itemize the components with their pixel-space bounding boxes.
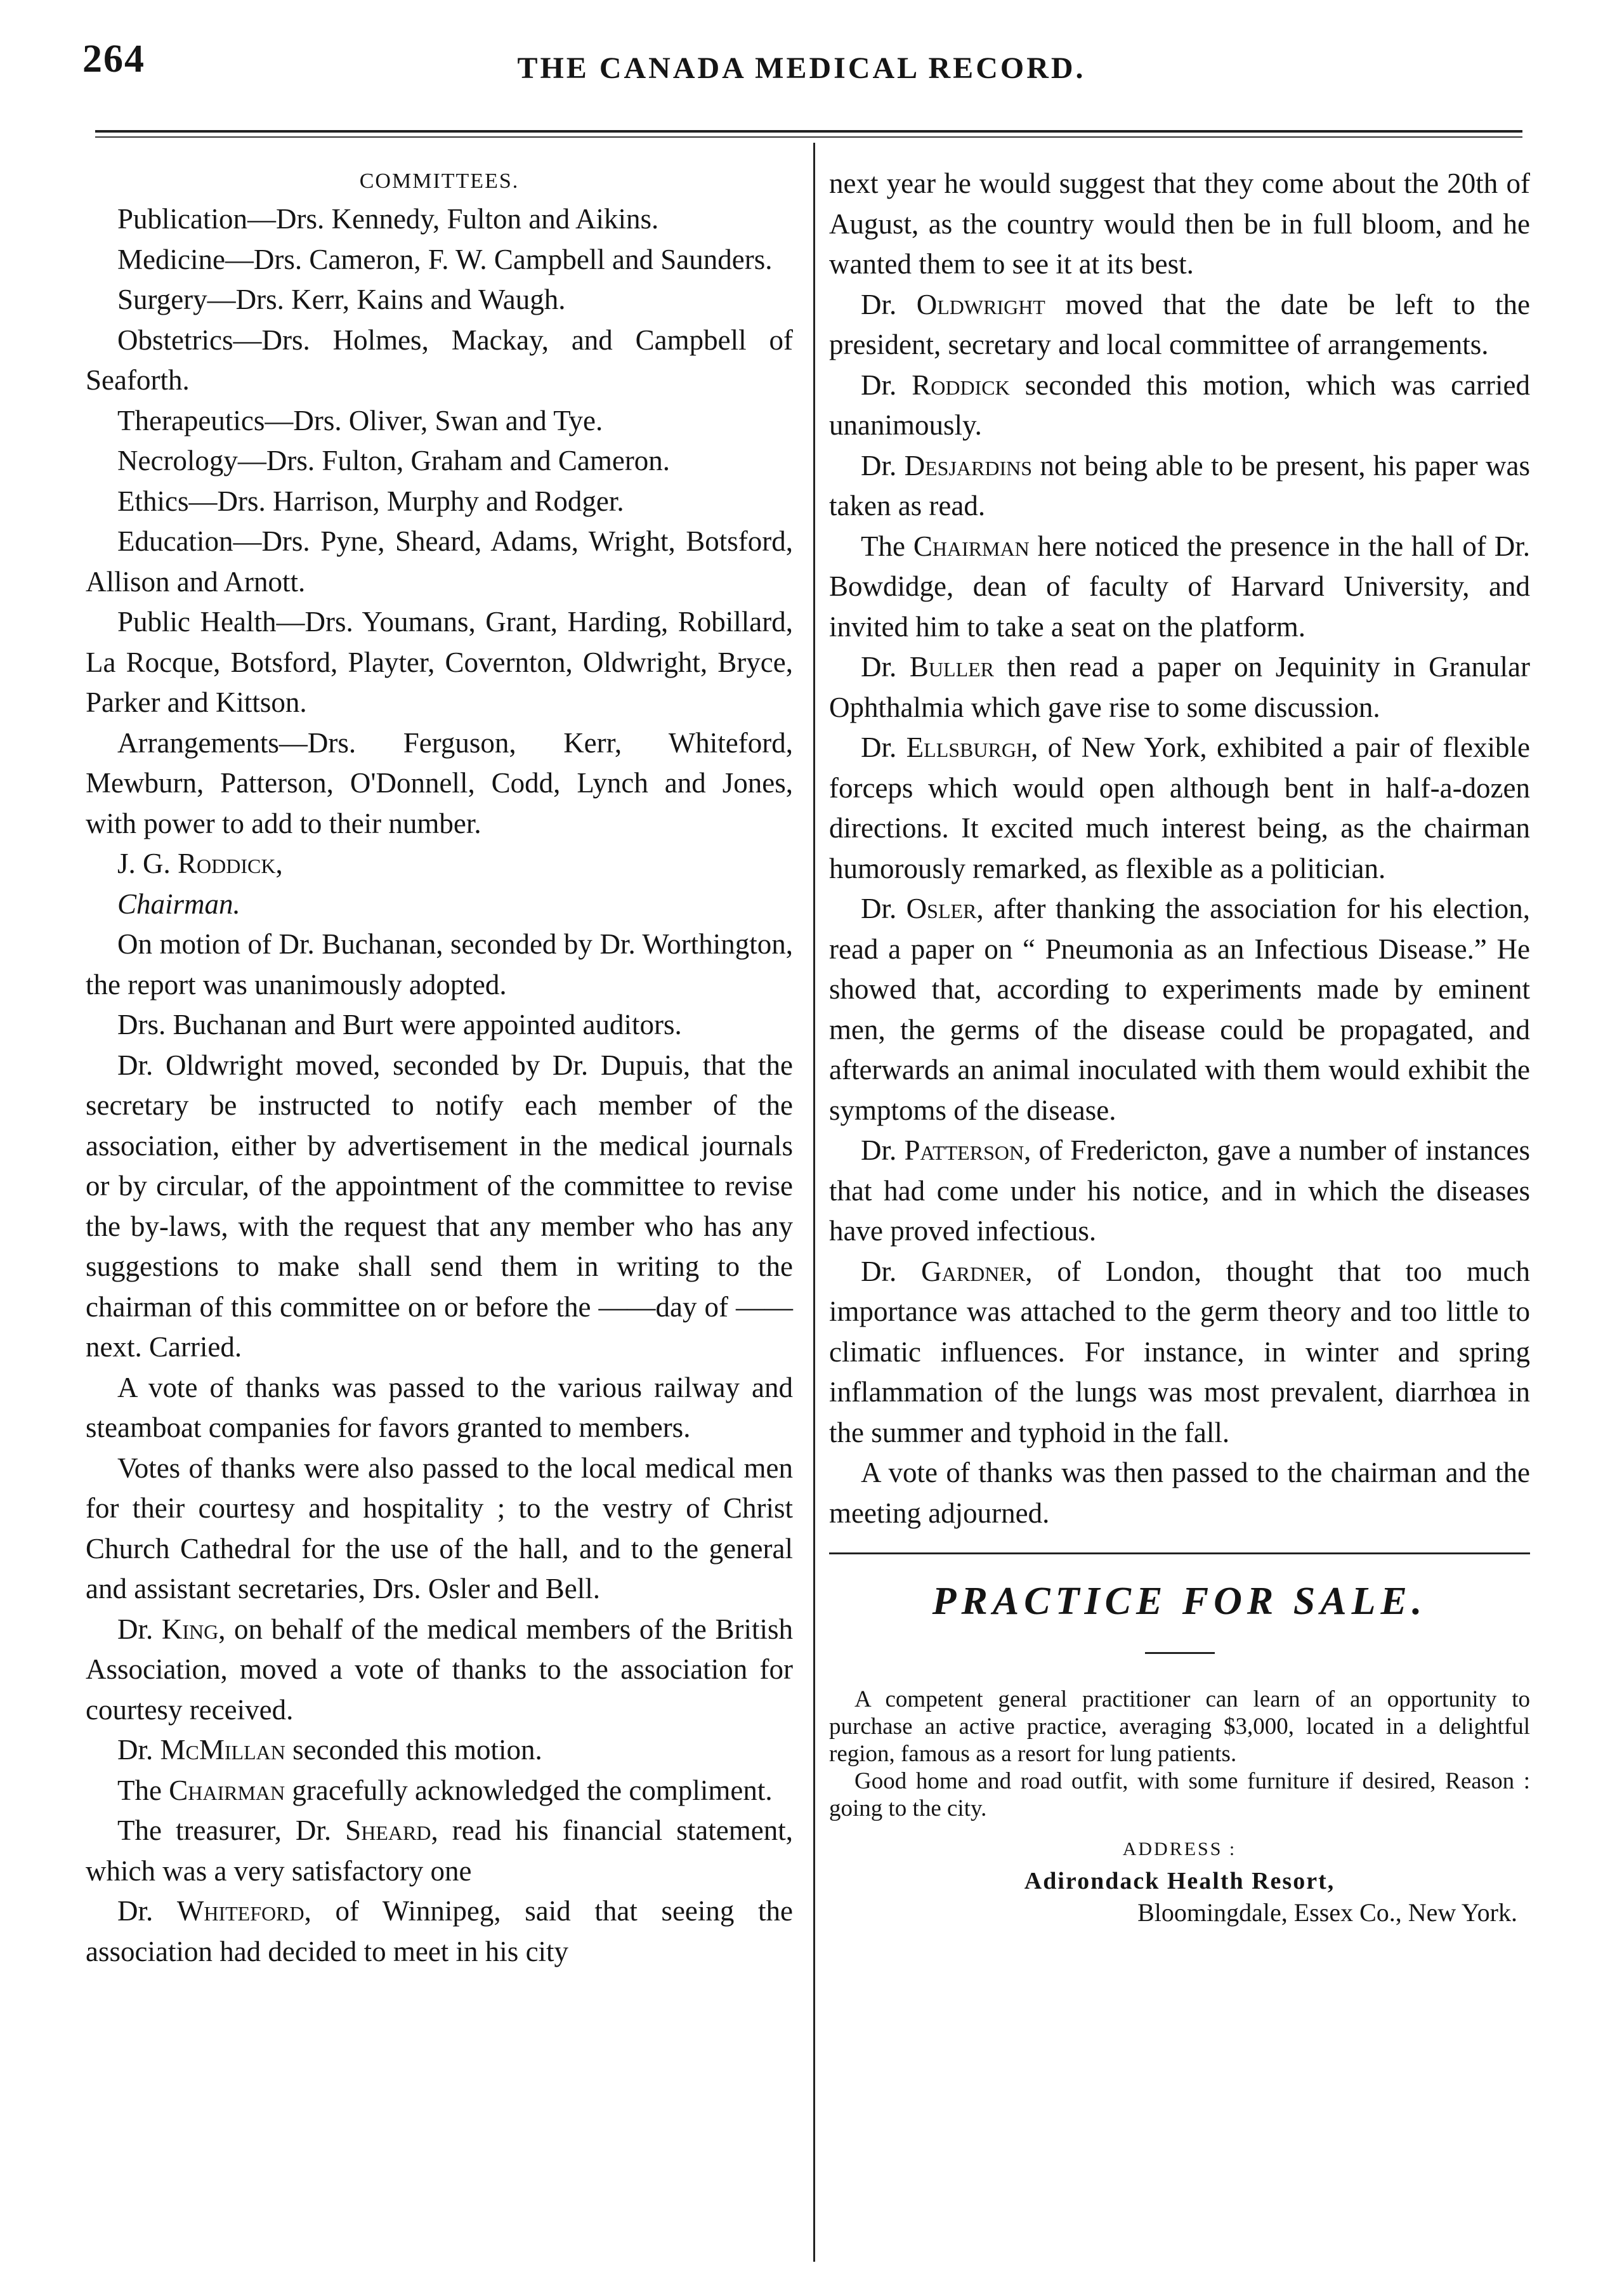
committee-entry: Ethics—Drs. Harrison, Murphy and Rodger. bbox=[117, 485, 624, 517]
committee-entry: Publication—Drs. Kennedy, Fulton and Aikins. bbox=[117, 203, 659, 235]
paragraph: Dr. Ellsburgh, of New York, exhibited a pair of flexible forceps which would open although bent in half-a-dozen directions. It excited much interest being, as the chairman humorously remarked, as flexible as a politician. bbox=[829, 731, 1530, 884]
committee-entry: Education—Drs. Pyne, Sheard, Adams, Wright, Botsford, Allison and Arnott. bbox=[86, 525, 793, 598]
speaker-name: McMillan bbox=[160, 1734, 285, 1766]
paragraph: On motion of Dr. Buchanan, seconded by Dr. Worthington, the report was unanimously adopted. bbox=[86, 928, 793, 1000]
committees-heading: COMMITTEES. bbox=[359, 169, 520, 193]
committee-entry: Public Health—Drs. Youmans, Grant, Harding, Robillard, La Rocque, Botsford, Playter, Covernton, Oldwright, Bryce, Parker and Kittson. bbox=[86, 606, 793, 718]
speaker-name: Patterson bbox=[904, 1134, 1024, 1166]
speaker-name: Ellsburgh bbox=[906, 731, 1031, 763]
speaker-name: King bbox=[161, 1613, 219, 1645]
header-rule bbox=[95, 130, 1522, 133]
committee-entry: Surgery—Drs. Kerr, Kains and Waugh. bbox=[117, 284, 566, 315]
speaker-name: Oldwright bbox=[916, 288, 1045, 320]
header-rule-thin bbox=[95, 136, 1522, 138]
paragraph: The Chairman here noticed the presence in the hall of Dr. Bowdidge, dean of faculty of Harvard University, and invited him to take a seat on the platform. bbox=[829, 530, 1530, 643]
paragraph: Dr. Oldwright moved that the date be left to the president, secretary and local committee of arrangements. bbox=[829, 288, 1530, 360]
paragraph: Dr. Oldwright moved, seconded by Dr. Dupuis, that the secretary be instructed to notify each member of the association, either by advertisement in the medical journals or by circular, of the appointment of the committee to revise the by-laws, with the request that any member who has any suggestions to make shall send them in writing to the chairman of this committee on or before the ——day of ——next. Carried. bbox=[86, 1049, 793, 1363]
paragraph: Dr. Roddick seconded this motion, which was carried unanimously. bbox=[829, 369, 1531, 441]
advertisement-rule bbox=[829, 1552, 1530, 1554]
speaker-name: Whiteford bbox=[176, 1895, 304, 1927]
paragraph: Dr. Buller then read a paper on Jequinity in Granular Ophthalmia which gave rise to some discussion. bbox=[829, 651, 1530, 723]
paragraph: A vote of thanks was passed to the various railway and steamboat companies for favors granted to members. bbox=[86, 1371, 793, 1443]
paragraph: next year he would suggest that they come about the 20th of August, as the country would then be in full bloom, and he wanted them to see it at its best. bbox=[829, 167, 1530, 280]
speaker-name: Sheard bbox=[345, 1814, 431, 1846]
advertisement-divider bbox=[1145, 1652, 1215, 1654]
left-column bbox=[86, 164, 793, 1972]
committee-entry: Necrology—Drs. Fulton, Graham and Cameron. bbox=[117, 445, 671, 476]
paragraph: Votes of thanks were also passed to the local medical men for their courtesy and hospitality ; to the vestry of Christ Church Cathedral for the use of the hall, and to the general and assistant secretaries, Drs. Osler and Bell. bbox=[86, 1452, 793, 1604]
paragraph: Drs. Buchanan and Burt were appointed auditors. bbox=[117, 1009, 682, 1040]
paragraph: Dr. Whiteford, of Winnipeg, said that seeing the association had decided to meet in his city bbox=[86, 1895, 793, 1967]
advertisement-text: A competent general practitioner can learn of an opportunity to purchase an active practice, averaging $3,000, located in a delightful region, famous as a resort for lung patients. bbox=[829, 1686, 1530, 1767]
right-column bbox=[829, 164, 1530, 1929]
speaker-name: Desjardins bbox=[904, 449, 1033, 482]
paragraph: Dr. Desjardins not being able to be present, his paper was taken as read. bbox=[829, 449, 1531, 522]
speaker-name: Buller bbox=[909, 651, 995, 683]
address-place: Bloomingdale, Essex Co., New York. bbox=[1137, 1898, 1517, 1927]
paragraph: Dr. Gardner, of London, thought that too much importance was attached to the germ theory and too little to climatic influences. For instance, in winter and spring inflammation of the lungs was most prevalent, diarrhœa in the summer and typhoid in the fall. bbox=[829, 1255, 1531, 1448]
paragraph: The Chairman gracefully acknowledged the compliment. bbox=[117, 1774, 773, 1806]
running-title: THE CANADA MEDICAL RECORD. bbox=[517, 51, 1086, 85]
paragraph: Dr. Patterson, of Fredericton, gave a number of instances that had come under his notice, and in which the diseases have proved infectious. bbox=[829, 1134, 1530, 1247]
advertisement-body bbox=[829, 1686, 1530, 1822]
paragraph: Dr. King, on behalf of the medical members of the British Association, moved a vote of thanks to the association for courtesy received. bbox=[86, 1613, 793, 1726]
signature-name: J. G. Roddick, bbox=[117, 848, 283, 879]
speaker-name: Osler bbox=[906, 893, 977, 924]
paragraph: Dr. Osler, after thanking the association for his election, read a paper on “ Pneumonia as an Infectious Disease.” He showed that, according to experiments made by eminent men, the germs of the disease could be propagated, and afterwards an animal inoculated with them would exhibit the symptoms of the disease. bbox=[829, 893, 1530, 1126]
paragraph: Dr. McMillan seconded this motion. bbox=[117, 1734, 542, 1766]
speaker-name: Roddick bbox=[912, 369, 1010, 401]
signature-title: Chairman. bbox=[117, 888, 240, 920]
committee-entry: Arrangements—Drs. Ferguson, Kerr, Whiteford, Mewburn, Patterson, O'Donnell, Codd, Lynch and Jones, with power to add to their number. bbox=[86, 726, 793, 839]
speaker-name: Gardner bbox=[921, 1255, 1026, 1287]
advertisement-text: Good home and road outfit, with some furniture if desired, Reason : going to the city. bbox=[829, 1768, 1530, 1821]
address-name: Adirondack Health Resort, bbox=[1024, 1868, 1335, 1894]
paragraph: A vote of thanks was then passed to the chairman and the meeting adjourned. bbox=[829, 1457, 1530, 1529]
advertisement-heading: PRACTICE FOR SALE. bbox=[932, 1580, 1427, 1623]
speaker-name: Chairman bbox=[913, 530, 1030, 562]
committee-entry: Medicine—Drs. Cameron, F. W. Campbell and Saunders. bbox=[117, 243, 773, 275]
page-number: 264 bbox=[82, 37, 145, 81]
speaker-name: Chairman bbox=[169, 1774, 285, 1806]
committee-entry: Obstetrics—Drs. Holmes, Mackay, and Campbell of Seaforth. bbox=[86, 324, 793, 396]
column-divider bbox=[813, 143, 815, 2262]
address-label: ADDRESS : bbox=[1122, 1839, 1237, 1860]
committee-entry: Therapeutics—Drs. Oliver, Swan and Tye. bbox=[117, 404, 603, 436]
paragraph: The treasurer, Dr. Sheard, read his financial statement, which was a very satisfactory one bbox=[86, 1814, 793, 1887]
